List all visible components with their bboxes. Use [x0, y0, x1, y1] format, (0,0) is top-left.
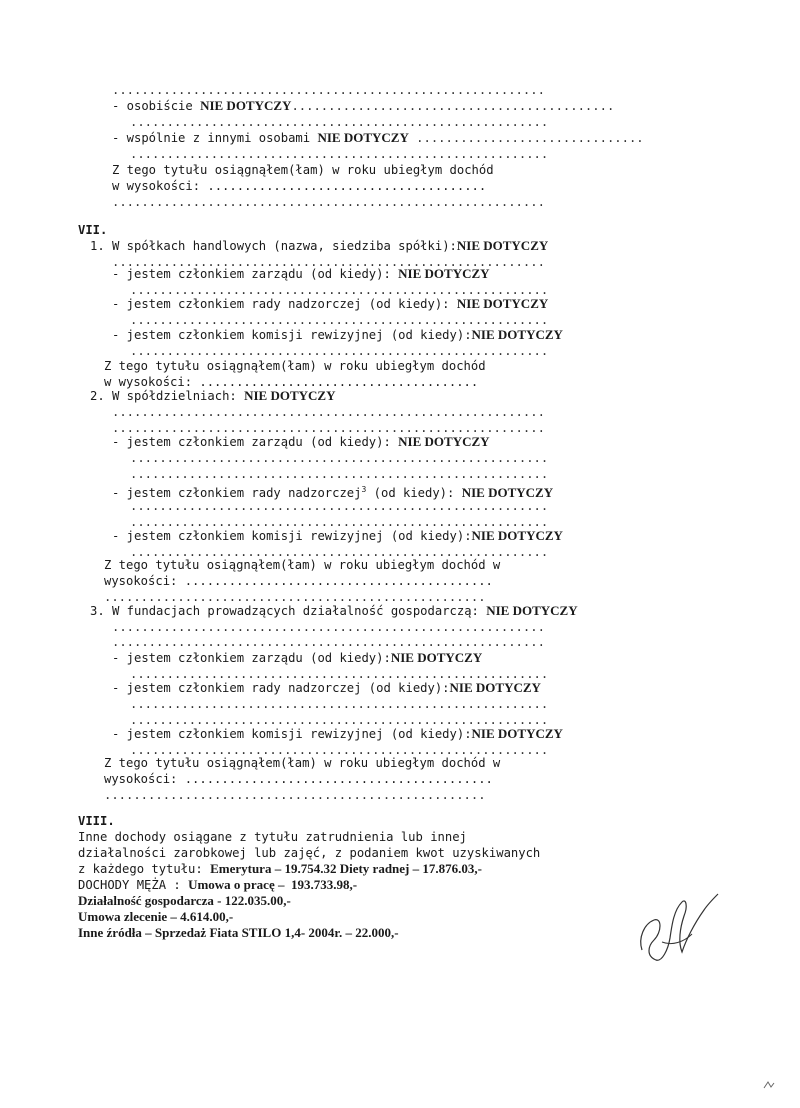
- dotted-line: .........................................................: [130, 313, 549, 327]
- text-line: działalności zarobkowej lub zajęć, z podaniem kwot uzyskiwanych: [78, 846, 541, 860]
- line-dochody-wlasne: [78, 861, 482, 877]
- value-spoldzielnie: NIE DOTYCZY: [244, 388, 336, 403]
- line-spoldzielnie: [90, 388, 335, 404]
- line-zarzad-3: [112, 650, 482, 666]
- dotted-line: .........................................................: [130, 115, 549, 129]
- label-komisja: - jestem członkiem komisji rewizyjnej (od kiedy):: [112, 529, 472, 543]
- value-rada: NIE DOTYCZY: [449, 680, 541, 695]
- value-fundacje: NIE DOTYCZY: [486, 603, 578, 618]
- dotted-line: .........................................................: [130, 344, 549, 358]
- scan-mark-icon: [762, 1078, 776, 1092]
- value-komisja: NIE DOTYCZY: [471, 528, 563, 543]
- value-komisja: NIE DOTYCZY: [471, 327, 563, 342]
- value-zarzad: NIE DOTYCZY: [390, 650, 483, 665]
- value-inne-zrodla: Inne źródła – Sprzedaż Fiata STILO 1,4- 2004r. – 22.000,-: [78, 925, 399, 940]
- label-wspolnie: - wspólnie z innymi osobami: [112, 131, 318, 145]
- dotted-line: ...........................................................: [112, 421, 545, 435]
- label-rada: - jestem członkiem rady nadzorczej: [112, 486, 362, 501]
- dochod-line: Z tego tytułu osiągnąłem(łam) w roku ubiegłym dochód: [104, 359, 486, 373]
- dotted-line: ....................................................: [104, 590, 486, 604]
- line-fundacje: [90, 603, 578, 619]
- label-zarzad: - jestem członkiem zarządu (od kiedy):: [112, 651, 391, 665]
- text-line: Inne dochody osiągane z tytułu zatrudnienia lub innej: [78, 830, 467, 844]
- value-zarzad: NIE DOTYCZY: [398, 434, 490, 449]
- dotted-line: .........................................................: [130, 467, 549, 481]
- dochod-line: w wysokości: ......................................: [112, 179, 487, 193]
- value-rada: NIE DOTYCZY: [456, 296, 549, 311]
- dotted-line: .........................................................: [130, 499, 549, 513]
- dotted-line: .........................................................: [130, 697, 549, 711]
- footnote-marker: 3: [361, 485, 367, 494]
- line-osobiscie: [112, 98, 614, 114]
- label-komisja: - jestem członkiem komisji rewizyjnej (od kiedy):: [112, 328, 472, 342]
- label-rada: - jestem członkiem rady nadzorczej (od kiedy):: [112, 297, 457, 311]
- dotted-line: .........................................................: [130, 515, 549, 529]
- value-emerytura-diety: Emerytura – 19.754.32 Diety radnej – 17.876.03,-: [210, 861, 482, 876]
- line-komisja-2: [112, 528, 563, 544]
- dots-osobiscie: ............................................: [291, 99, 615, 113]
- label-dochody-meza: DOCHODY MĘŻA :: [78, 878, 189, 892]
- line-spolki: [90, 238, 548, 254]
- section-heading-viii: VIII.: [78, 814, 115, 828]
- dotted-line: ...........................................................: [112, 195, 545, 209]
- dotted-line: ...........................................................: [112, 255, 545, 269]
- line-zarzad: [112, 266, 490, 282]
- label-zarzad: - jestem członkiem zarządu (od kiedy):: [112, 435, 399, 449]
- dochod-line: Z tego tytułu osiągnąłem(łam) w roku ubiegłym dochód: [112, 163, 494, 177]
- dochod-line: w wysokości: ......................................: [104, 375, 479, 389]
- dotted-line: ...........................................................: [112, 620, 545, 634]
- value-osobiscie: NIE DOTYCZY: [200, 98, 292, 113]
- label-osobiscie: - osobiście: [112, 99, 201, 113]
- label-komisja: - jestem członkiem komisji rewizyjnej (od kiedy):: [112, 727, 472, 741]
- label-rada: - jestem członkiem rady nadzorczej (od kiedy):: [112, 681, 450, 695]
- dotted-line: .........................................................: [130, 713, 549, 727]
- value-umowa-o-prace: Umowa o pracę – 193.733.98,-: [188, 877, 358, 892]
- dochod-line: wysokości: ..........................................: [104, 574, 493, 588]
- section-heading-vii: VII.: [78, 223, 108, 237]
- value-rada: NIE DOTYCZY: [461, 485, 554, 501]
- dotted-line: .........................................................: [130, 147, 549, 161]
- value-spolki: NIE DOTYCZY: [456, 238, 549, 253]
- value-dzialalnosc: Działalność gospodarcza - 122.035.00,-: [78, 893, 291, 908]
- label-zarzad: - jestem członkiem zarządu (od kiedy):: [112, 267, 399, 281]
- line-rada: [112, 296, 548, 312]
- dotted-line: ...........................................................: [112, 83, 545, 97]
- dotted-line: .........................................................: [130, 667, 549, 681]
- value-komisja: NIE DOTYCZY: [471, 726, 563, 741]
- line-wspolnie: [112, 130, 644, 146]
- dochod-line: Z tego tytułu osiągnąłem(łam) w roku ubiegłym dochód w: [104, 558, 501, 572]
- line-rada-3: [112, 680, 541, 696]
- dochod-line: wysokości: ..........................................: [104, 772, 493, 786]
- dotted-line: ...........................................................: [112, 405, 545, 419]
- line-zarzad-2: [112, 434, 490, 450]
- value-wspolnie: NIE DOTYCZY: [317, 130, 409, 145]
- dochod-line: Z tego tytułu osiągnąłem(łam) w roku ubiegłym dochód w: [104, 756, 501, 770]
- value-zarzad: NIE DOTYCZY: [398, 266, 490, 281]
- dotted-line: .........................................................: [130, 283, 549, 297]
- label-spolki: 1. W spółkach handlowych (nazwa, siedziba spółki):: [90, 239, 457, 253]
- dotted-line: ....................................................: [104, 788, 486, 802]
- line-komisja: [112, 327, 563, 343]
- line-dochody-meza: [78, 877, 357, 893]
- dotted-line: .........................................................: [130, 743, 549, 757]
- label-fundacje: 3. W fundacjach prowadzących działalność gospodarczą:: [90, 604, 487, 618]
- dotted-line: ...........................................................: [112, 635, 545, 649]
- dotted-line: .........................................................: [130, 451, 549, 465]
- line-komisja-3: [112, 726, 563, 742]
- signature-image: [632, 880, 722, 970]
- dots-wspolnie: ...............................: [408, 131, 644, 145]
- dotted-line: .........................................................: [130, 545, 549, 559]
- label-kazdy-tytul: z każdego tytułu:: [78, 862, 211, 876]
- label-rada-tail: (od kiedy):: [366, 486, 462, 501]
- label-spoldzielnie: 2. W spółdzielniach:: [90, 389, 245, 403]
- value-umowa-zlecenie: Umowa zlecenie – 4.614.00,-: [78, 909, 234, 924]
